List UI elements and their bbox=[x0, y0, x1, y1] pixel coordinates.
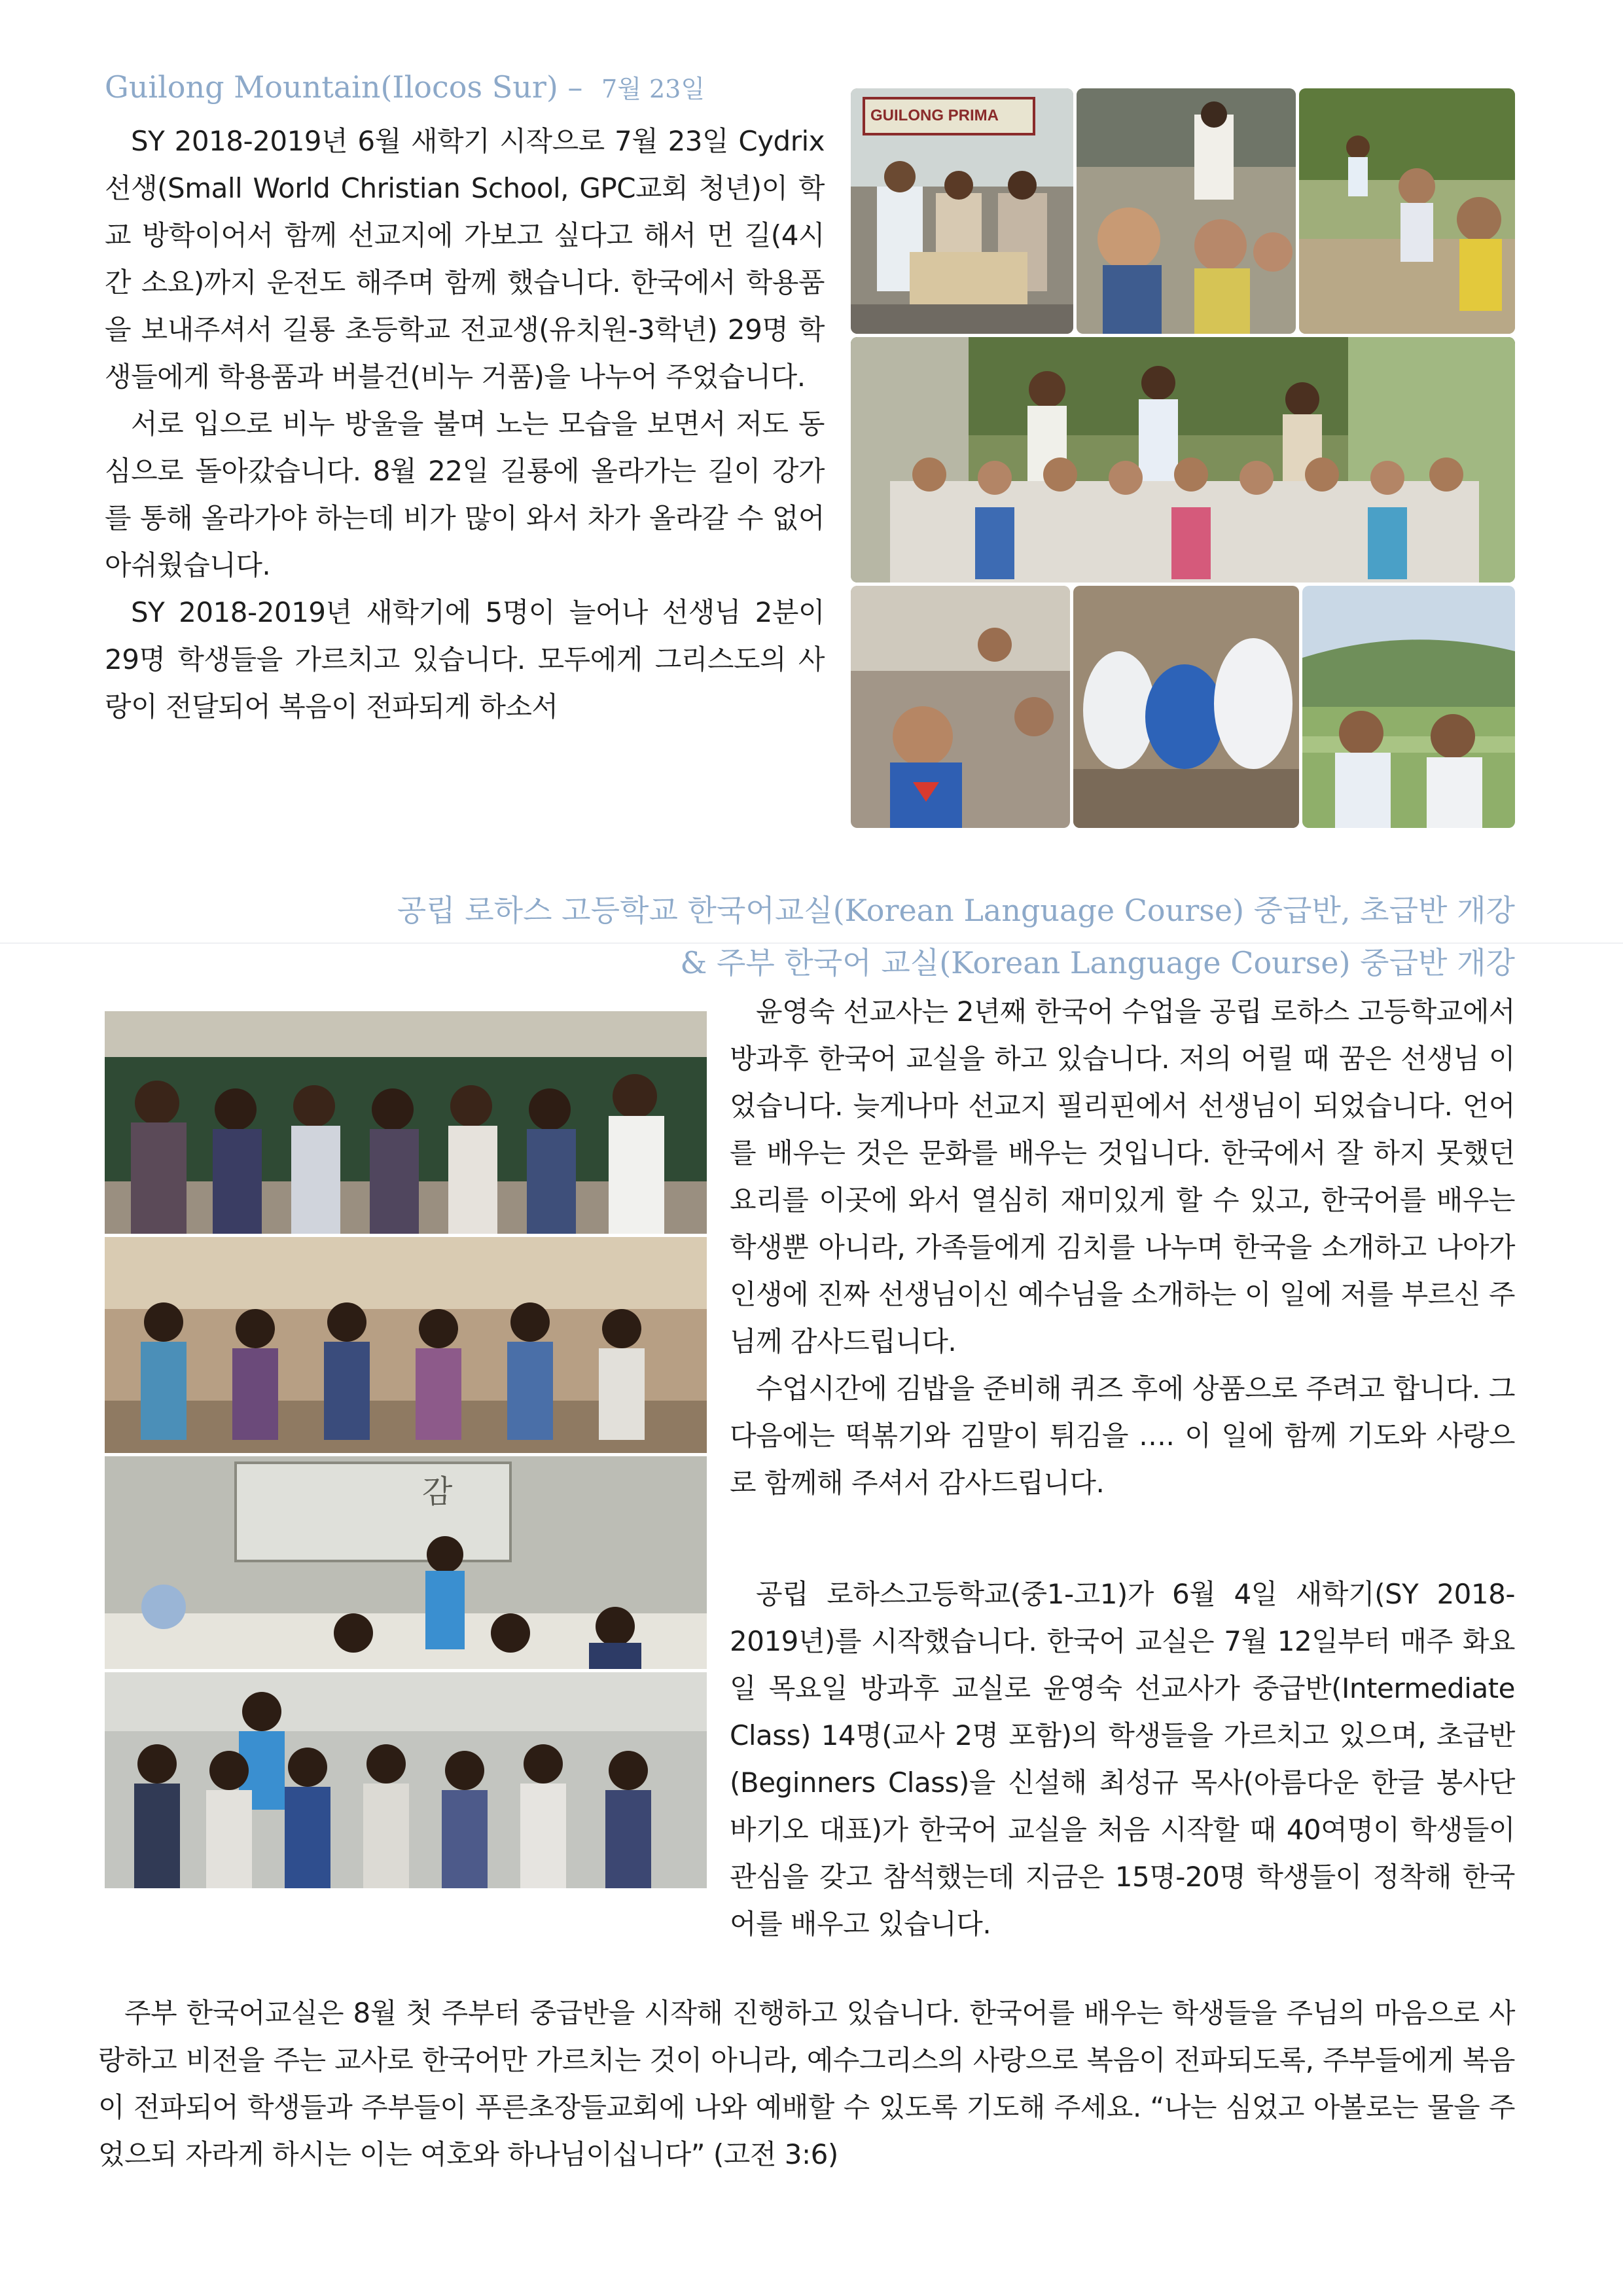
photo-gift-handover bbox=[851, 88, 1073, 334]
section1-title-date: 7월 23일 bbox=[601, 75, 705, 103]
photo-group-students bbox=[851, 337, 1515, 583]
section1-title-main: Guilong Mountain(Ilocos Sur) – bbox=[105, 69, 583, 105]
section2-heading-line2: & 주부 한국어 교실(Korean Language Course) 중급반 개강 bbox=[680, 945, 1515, 980]
school-sign-text: GUILONG PRIMA bbox=[870, 107, 999, 124]
section2-paragraph-2: 수업시간에 김밥을 준비해 퀴즈 후에 상품으로 주려고 합니다. 그 다음에는 떡볶기와 김말이 튀김을 …. 이 일에 함께 기도와 사랑으로 함께해 주셔서 감사드립니다. bbox=[730, 1372, 1515, 1499]
section2-bottom-paragraph: 주부 한국어교실은 8월 첫 주부터 중급반을 시작해 진행하고 있습니다. 한국어를 배우는 학생들을 주님의 마음으로 사랑하고 비전을 주는 교사로 한국어만 가르치는 것이 아니라, 예수그리스의 사랑으로 복음이 전파되도록, 주부들에게 복음이 전파되어 학생들과 주부들이 푸른초장들교회에 나와 예배할 수 있도록 기도해 주세요. “나는 심었고 아볼로는 물을 주었으되 자라게 하시는 이는 여호와 하나님이십니다” (고전 3:6) bbox=[98, 1997, 1515, 2170]
photo-class-group bbox=[105, 1672, 707, 1888]
section2-bottom bbox=[98, 1990, 1515, 2178]
section1-paragraph-2: 서로 입으로 비누 방울을 불며 노는 모습을 보면서 저도 동심으로 돌아갔습니다. 8월 22일 길룡에 올라가는 길이 강가를 통해 올라가야 하는데 비가 많이 와서 차가 올라갈 수 없어 아쉬웠습니다. bbox=[105, 408, 825, 581]
section2-body-a bbox=[730, 988, 1515, 1507]
photo-gift-bags bbox=[1073, 586, 1299, 828]
photo-class-board bbox=[105, 1011, 707, 1234]
photo-classroom-kids bbox=[1077, 88, 1296, 334]
photo-class-teaching bbox=[105, 1456, 707, 1669]
section1-paragraph-1: SY 2018-2019년 6월 새학기 시작으로 7월 23일 Cydrix 선생(Small World Christian School, GPC교회 청년)이 학교 방학이어서 함께 선교지에 가보고 싶다고 해서 먼 길(4시간 소요)까지 운전도 해주며 함께 했습니다. 한국에서 학용품을 보내주셔서 길룡 초등학교 전교생(유치원-3학년) 29명 학생들에게 학용품과 버블건(비누 거품)을 나누어 주었습니다. bbox=[105, 125, 825, 393]
photo-boy-superman bbox=[851, 586, 1070, 828]
section2-paragraph-3: 공립 로하스고등학교(중1-고1)가 6월 4일 새학기(SY 2018-2019년)를 시작했습니다. 한국어 교실은 7월 12일부터 매주 화요일 목요일 방과후 교실로 윤영숙 선교사가 중급반(Intermediate Class) 14명(교사 2명 포함)의 학생들을 가르치고 있으며, 초급반(Beginners Class)을 신설해 최성규 목사(아름다운 한글 봉사단 바기오 대표)가 한국어 교실을 처음 시작할 때 40여명이 학생들이 관심을 갖고 참석했는데 지금은 15명-20명 학생들이 정착해 한국어를 배우고 있습니다. bbox=[730, 1578, 1515, 1940]
photo-class-dancing bbox=[105, 1237, 707, 1453]
section1-body bbox=[105, 118, 825, 730]
section1-paragraph-3: SY 2018-2019년 새학기에 5명이 늘어나 선생님 2분이 29명 학생들을 가르치고 있습니다. 모두에게 그리스도의 사랑이 전달되어 복음이 전파되게 하소서 bbox=[105, 596, 825, 723]
section2-body-b bbox=[730, 1571, 1515, 1948]
photo-two-men-rice-field bbox=[1302, 586, 1515, 828]
section2-paragraph-1: 윤영숙 선교사는 2년째 한국어 수업을 공립 로하스 고등학교에서 방과후 한국어 교실을 하고 있습니다. 저의 어릴 때 꿈은 선생님 이었습니다. 늦게나마 선교지 필리핀에서 선생님이 되었습니다. 언어를 배우는 것은 문화를 배우는 것입니다. 한국에서 잘 하지 못했던 요리를 이곳에 와서 열심히 재미있게 할 수 있고, 한국어를 배우는 학생뿐 아니라, 가족들에게 김치를 나누며 한국을 소개하고 나아가 인생에 진짜 선생님이신 예수님을 소개하는 이 일에 저를 부르신 주님께 감사드립니다. bbox=[730, 996, 1515, 1357]
photo-kids-outdoor bbox=[1299, 88, 1515, 334]
board-char: 감 bbox=[422, 1473, 453, 1510]
section1-title bbox=[105, 69, 705, 105]
section2-heading-line1: 공립 로하스 고등학교 한국어교실(Korean Language Course) 중급반, 초급반 개강 bbox=[397, 893, 1515, 928]
